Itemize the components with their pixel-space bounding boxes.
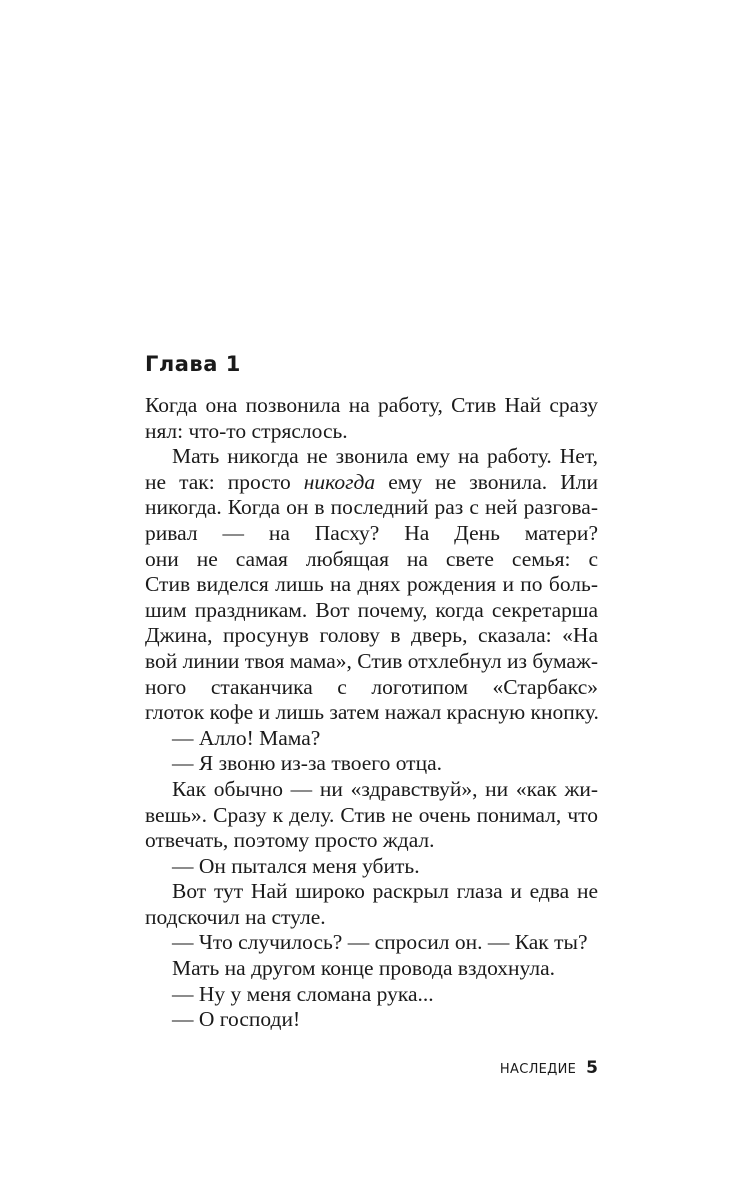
text-line xyxy=(145,777,598,803)
line-text: — Он пытался меня убить. xyxy=(172,853,420,878)
line-text: отвечать, поэтому просто ждал. xyxy=(145,828,435,853)
emphasis-text: никогда xyxy=(303,469,376,494)
text-line xyxy=(145,495,598,521)
running-title: НАСЛЕДИЕ xyxy=(499,1062,577,1077)
line-text: — Алло! Мама? xyxy=(172,725,321,750)
line-text: вешь». Сразу к делу. Стив не очень понимал, что xyxy=(145,802,598,827)
text-line xyxy=(145,879,598,905)
line-text: — О господи! xyxy=(172,1007,301,1032)
line-text: Джина, просунув голову в дверь, сказала: «На xyxy=(145,623,598,648)
text-line xyxy=(145,1007,598,1033)
text-line xyxy=(145,419,598,445)
text-line xyxy=(145,700,598,726)
line-text: подскочил на стуле. xyxy=(145,904,326,929)
body-text xyxy=(145,393,598,1033)
chapter-heading: Глава 1 xyxy=(145,352,241,376)
line-text: — Я звоню из-за твоего отца. xyxy=(172,751,442,776)
text-line xyxy=(145,675,598,701)
line-text: — Что случилось? — спросил он. — Как ты? xyxy=(172,930,588,955)
line-text: они не самая любящая на свете семья: с xyxy=(145,546,598,571)
text-line xyxy=(145,905,598,931)
text-line xyxy=(145,726,598,752)
line-text: Как обычно — ни «здравствуй», ни «как жи- xyxy=(172,776,598,801)
line-text: никогда. Когда он в последний раз с ней разгова- xyxy=(145,495,598,520)
text-line xyxy=(145,572,598,598)
text-line xyxy=(145,598,598,624)
text-line xyxy=(145,521,598,547)
line-text: ему не звонила. Или xyxy=(388,469,598,494)
line-text: не так: просто xyxy=(145,469,304,494)
line-text: Вот тут Най широко раскрыл глаза и едва не xyxy=(172,879,598,904)
text-line xyxy=(145,854,598,880)
line-text: ривал — на Пасху? На День матери? xyxy=(145,520,598,545)
page-footer xyxy=(500,1058,598,1078)
line-text: шим праздникам. Вот почему, когда секретарша xyxy=(145,597,598,622)
text-line xyxy=(145,803,598,829)
line-text: Стив виделся лишь на днях рождения и по боль- xyxy=(145,572,598,597)
line-text: глоток кофе и лишь затем нажал красную кнопку. xyxy=(145,700,599,725)
page-number: 5 xyxy=(586,1058,598,1078)
text-line xyxy=(145,828,598,854)
text-line xyxy=(145,623,598,649)
text-line xyxy=(145,547,598,573)
line-text: нял: что-то стряслось. xyxy=(145,418,348,443)
text-line xyxy=(145,470,598,496)
text-line xyxy=(145,751,598,777)
text-line xyxy=(145,393,598,419)
line-text: ного стаканчика с логотипом «Старбакс» xyxy=(145,674,598,699)
line-text: — Ну у меня сломана рука... xyxy=(172,981,434,1006)
text-line xyxy=(145,649,598,675)
text-line xyxy=(145,930,598,956)
text-line xyxy=(145,956,598,982)
line-text: Мать на другом конце провода вздохнула. xyxy=(172,956,556,981)
line-text: Когда она позвонила на работу, Стив Най сразу xyxy=(145,393,598,417)
line-text: вой линии твоя мама», Стив отхлебнул из бумаж- xyxy=(145,648,598,673)
text-line xyxy=(145,982,598,1008)
text-line xyxy=(145,444,598,470)
line-text: Мать никогда не звонила ему на работу. Нет, xyxy=(172,444,598,469)
